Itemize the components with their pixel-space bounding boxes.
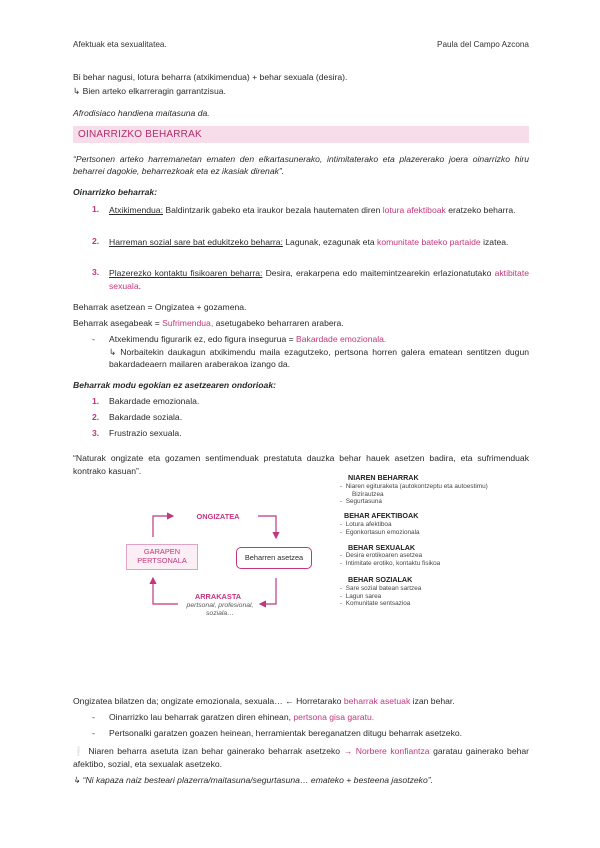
need-item-social <box>109 236 529 249</box>
need-term: Harreman sozial sare bat edukitzeko beharra: <box>109 237 283 247</box>
needs-item-text: Lotura afektiboa <box>345 521 392 528</box>
arrow-beharren-arrakasta <box>260 578 276 604</box>
needs-item-text: Lagun sarea <box>345 592 382 600</box>
needs-group-item: - Sare sozial batean sartzea <box>340 584 422 592</box>
diagram-arrakasta: ARRAKASTA <box>194 592 242 601</box>
bullet-dash: - <box>92 728 95 738</box>
closing-quote <box>73 775 529 786</box>
self-need-paragraph <box>73 745 529 771</box>
needs-group-item: - Komunitate sentsazioa <box>340 600 411 608</box>
needs-group-title: BEHAR SOZIALAK <box>348 575 413 585</box>
need-term: Plazerezko kontaktu fisikoaren beharra: <box>109 268 263 278</box>
needs-group-item: - Desira erotikoaren asetzea <box>340 552 423 560</box>
self-need-highlight: Norbere konfiantza <box>355 746 430 756</box>
wellbeing-text: Ongizatea bilatzen da; ongizate emozionala, sexuala… ← Horretarako <box>73 696 342 706</box>
page-header-left: Afektuak eta sexualitatea. <box>73 40 167 49</box>
self-need-text-end: garatau gainerako behar afektibo, sozial, eta sexualak asetzeko. <box>73 746 530 769</box>
need-text: Desira, erakarpena edo maitemintzearekin erlazionatutako <box>265 268 492 278</box>
sub-note-text: Norbaitekin daukagun atxikimendu maila ezagutzeko, pertsona horren galera ematean sentitzen dugun bakardadeaern mailaren araberakoa izango da. <box>109 347 529 370</box>
needs-item-text: Intimitate erotiko, kontaktu fisikoa <box>345 560 441 568</box>
intro-italic-line: Afrodisiaco handiena maitasuna da. <box>73 108 210 118</box>
diagram-garapen-line1: GARAPEN <box>143 547 181 556</box>
needs-item-text: Segurtasuna <box>345 498 382 506</box>
need-item-physical <box>109 267 529 294</box>
sub-arrow-icon: ↳ <box>73 775 81 785</box>
needs-group-title: BEHAR AFEKTIBOAK <box>344 511 419 521</box>
closing-bullet-1 <box>109 712 529 723</box>
sub-arrow-icon: ↳ <box>109 347 117 357</box>
closing-quote-text: “Ni kapaza naiz besteari plazerra/maitasuna/segurtasuna… emateko + besteena jasotzeko”. <box>82 775 433 785</box>
needs-group-title: NIAREN BEHARRAK <box>348 473 419 482</box>
consequence-item: Frustrazio sexuala. <box>109 428 182 438</box>
arrow-ongizatea-beharren <box>258 516 276 538</box>
needs-item-text: Niaren egituraketa (autokontzeptu eta autoestimu) <box>345 482 488 490</box>
bullet-dash: - <box>92 334 95 344</box>
unsatisfied-text-end: asetugabeko beharraren arabera. <box>215 318 344 328</box>
arrow-arrakasta-garapen <box>153 578 178 604</box>
list-number: 3. <box>92 428 100 438</box>
needs-item-text: Komunitate sentsazioa <box>345 600 411 608</box>
arrow-garapen-ongizatea <box>153 516 173 537</box>
needs-item-text: Sare sozial batean sartzea <box>345 584 422 592</box>
list-number: 1. <box>92 204 100 214</box>
need-text-end: eratzeko beharra. <box>448 205 516 215</box>
consequences-heading: Beharrak modu egokian ez asetzearen ondorioak: <box>73 380 276 390</box>
diagram-arrakasta-sub <box>170 602 270 619</box>
need-text: Lagunak, ezagunak eta <box>285 237 375 247</box>
unsatisfied-text: Beharrak asegabeak = <box>73 318 160 328</box>
right-arrow-icon: → <box>343 746 353 756</box>
wellbeing-text-end: izan behar. <box>412 696 455 706</box>
consequence-item: Bakardade soziala. <box>109 412 183 422</box>
diagram-garapen-box <box>126 544 198 570</box>
quote-basic-needs: “Pertsonen arteko harremanetan ematen den elkartasunerako, intimitaterako eta plazererako joera oinarrizko hiru beharrei dagokie, beharrezkoak eta ez ikasiak direnak”. <box>73 154 529 177</box>
sub-arrow-icon: ↳ <box>73 86 81 96</box>
needs-group-item: - Intimitate erotiko, kontaktu fisikoa <box>340 560 441 568</box>
page-header-right: Paula del Campo Azcona <box>437 40 529 49</box>
unsatisfied-line <box>73 318 529 329</box>
need-term: Atxikimendua: <box>109 205 163 215</box>
needs-group-item: Bizirautzea <box>352 490 384 498</box>
needs-item-text: Egonkortasun emozionala <box>345 528 420 536</box>
list-number: 2. <box>92 412 100 422</box>
need-text-end: izatea. <box>483 237 509 247</box>
need-highlight: komunitate bateko partaide <box>377 237 481 247</box>
list-number: 3. <box>92 267 100 277</box>
bullet-highlight: Bakardade emozionala. <box>296 334 387 344</box>
bullet-text: Oinarrizko lau beharrak garatzen diren ehinean, <box>109 712 292 722</box>
attachment-sub-note <box>109 346 529 371</box>
intro-line: Bi behar nagusi, lotura beharra (atxikimendua) + behar sexuala (desira). <box>73 72 348 82</box>
needs-group-item: - Lagun sarea <box>340 592 382 600</box>
bullet-dash: - <box>92 712 95 722</box>
needs-item-text: Desira erotikoaren asetzea <box>345 552 423 560</box>
section-title: OINARRIZKO BEHARRAK <box>78 129 202 140</box>
list-number: 2. <box>92 236 100 246</box>
needs-group-item: - Niaren egituraketa (autokontzeptu eta autoestimu) <box>340 482 488 490</box>
need-text-end: . <box>138 281 142 292</box>
diagram-garapen-line2: PERTSONALA <box>137 556 187 566</box>
intro-sub-text: Bien arteko elkarreragin garrantzisua. <box>82 86 226 96</box>
needs-side-list <box>340 474 510 608</box>
diagram-arrakasta-sub1: pertsonal, profesional, <box>186 602 254 609</box>
intro-sub-line <box>73 86 529 97</box>
list-number: 1. <box>92 396 100 406</box>
needs-group-item: - Lotura afektiboa <box>340 521 392 528</box>
self-need-text: Niaren beharra asetuta izan behar gainerako beharrak asetzeko <box>88 746 341 756</box>
bullet-text: Atxekimendu figurarik ez, edo figura insegurua = <box>109 334 294 344</box>
need-highlight: aktibitate sexuala <box>109 268 530 292</box>
diagram-beharren-box: Beharren asetzea <box>236 547 312 569</box>
unsatisfied-highlight: Sufrimendua, <box>162 318 214 328</box>
satisfied-line: Beharrak asetzean = Ongizatea + gozamena. <box>73 302 247 312</box>
nature-quote: “Naturak ongizate eta gozamen sentimenduak prestatuta dauzka behar hauek asetzen badira, eta sufrimenduak kontrako kasuan”. <box>73 453 529 476</box>
need-text: Baldintzarik gabeko eta iraukor bezala hautematen diren <box>165 205 381 215</box>
attachment-bullet <box>109 334 529 345</box>
need-item-attachment <box>109 204 529 217</box>
diagram-arrakasta-sub2: soziala… <box>206 610 234 618</box>
needs-heading: Oinarrizko beharrak: <box>73 187 158 197</box>
wellbeing-highlight: beharrak asetuak <box>343 696 411 706</box>
wellbeing-line <box>73 696 529 707</box>
needs-group-title: BEHAR SEXUALAK <box>348 542 416 552</box>
needs-group-item: - Egonkortasun emozionala <box>340 528 420 536</box>
consequence-item: Bakardade emozionala. <box>109 396 200 406</box>
diagram-ongizatea: ONGIZATEA <box>196 512 240 521</box>
exclamation-icon: ❕ <box>73 746 85 756</box>
closing-bullet-2: Pertsonalki garatzen goazen heinean, herramientak bereganatzen ditugu beharrak asetzeko. <box>109 728 463 738</box>
needs-group-item: - Segurtasuna <box>340 498 382 506</box>
need-highlight: lotura afektiboak <box>382 205 446 215</box>
bullet-highlight: pertsona gisa garatu. <box>293 712 375 722</box>
